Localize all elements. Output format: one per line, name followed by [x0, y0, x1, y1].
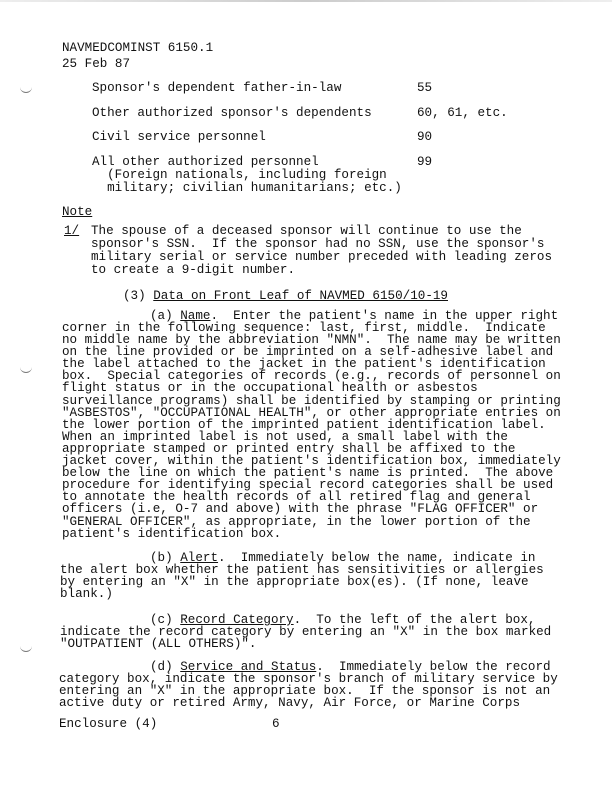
- paragraph-title: Name: [180, 309, 211, 323]
- paragraph-body: category box, indicate the sponsor's branch of military service by entering an "X" in the appropriate box. If the sponsor is not an active duty or retired Army, Navy, Air Force, or Marine Corps: [59, 672, 558, 711]
- table-row-label: Sponsor's dependent father-in-law: [92, 81, 342, 95]
- paragraph-title: Alert: [180, 551, 219, 565]
- paragraph-body: indicate the record category by entering an "X" in the box marked "OUTPATIENT (ALL OTHERS)".: [60, 625, 552, 652]
- table-row-label: Civil service personnel: [92, 130, 266, 144]
- paragraph-lead: . To the left of the alert box,: [293, 613, 536, 627]
- table-row-label: Other authorized sponsor's dependents: [92, 106, 372, 120]
- table-row-label: All other authorized personnel (Foreign nationals, including foreign military; civilian humanitarians; etc.): [92, 155, 402, 195]
- paragraph-lead: . Immediately below the record: [316, 660, 551, 674]
- note-heading: Note: [62, 205, 93, 219]
- paragraph-lead: . Enter the patient's name in the upper right: [210, 309, 559, 323]
- paragraph-title: Record Category: [180, 613, 294, 627]
- document-id: NAVMEDCOMINST 6150.1: [62, 41, 214, 55]
- paragraph-label: (b): [150, 551, 173, 565]
- page-number: 6: [272, 717, 280, 731]
- paragraph-label: (a): [150, 309, 173, 323]
- paragraph-label: (d): [150, 660, 173, 674]
- paragraph-lead: . Immediately below the name, indicate in: [218, 551, 536, 565]
- table-row-code: 99: [417, 155, 433, 169]
- document-date: 25 Feb 87: [62, 57, 131, 71]
- paragraph-label: (c): [150, 613, 173, 627]
- table-row-code: 60, 61, etc.: [417, 106, 508, 120]
- scan-edge: [0, 0, 612, 2]
- paragraph-body: the alert box whether the patient has sensitivities or allergies by entering an "X" in the appropriate box(es). (If none, leave blank.): [60, 563, 544, 602]
- paragraph-title: Service and Status: [180, 660, 317, 674]
- section-number: (3): [123, 289, 146, 303]
- footnote-marker: 1/: [64, 224, 80, 238]
- punch-hole-mark: [20, 645, 32, 652]
- section-heading: [123, 290, 448, 302]
- paragraph-body: corner in the following sequence: last, first, middle. Indicate no middle name by the abbreviation "NMN". The name may be written on the line provided or be imprinted on a self-adhesive label and the label attached to the jacket in the patient's identification box. Special categories of records (e.g., records of personnel on flight status or in the occupational health or asbestos surveillance programs) shall be identified by stamping or printing "ASBESTOS", "OCCUPATIONAL HEALTH", or other appropriate entries on the lower portion of the imprinted patient identification label. When an imprinted label is not used, a small label with the appropriate stamped or printed entry shall be affixed to the jacket cover, within the patient's identification box, immediately below the line on which the patient's name is printed. The above procedure for identifying special record categories shall be used to annotate the health records of all retired flag and general officers (i.e, O-7 and above) with the phrase "FLAG OFFICER" or "GENERAL OFFICER", as appropriate, in the lower portion of the patient's identification box.: [62, 321, 561, 541]
- punch-hole-mark: [20, 366, 32, 373]
- section-title: Data on Front Leaf of NAVMED 6150/10-19: [153, 289, 448, 303]
- punch-hole-mark: [20, 86, 32, 93]
- table-row-code: 90: [417, 130, 433, 144]
- footnote-text: The spouse of a deceased sponsor will continue to use the sponsor's SSN. If the sponsor had no SSN, use the sponsor's military serial or service number preceded with leading zeros to create a 9-digit number.: [91, 224, 553, 277]
- footer-enclosure: Enclosure (4): [59, 717, 158, 731]
- table-row-code: 55: [417, 81, 433, 95]
